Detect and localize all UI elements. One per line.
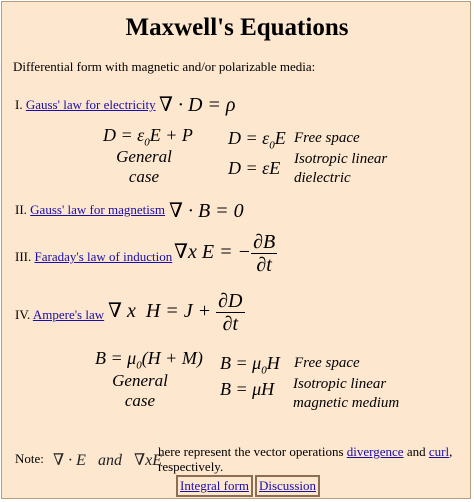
gauss-magnetism-link[interactable]: Gauss' law for magnetism <box>30 202 166 217</box>
curl-link[interactable]: curl <box>428 444 450 459</box>
general-case-label: General case <box>116 147 172 186</box>
navigation-buttons <box>176 475 320 497</box>
gauss-electricity-equation: ∇ · D = ρ <box>159 94 236 116</box>
d-field-free-space-equation: $D = \varepsilon_0E$ <box>228 128 286 152</box>
page-title: Maxwell's Equations <box>125 14 349 41</box>
intro-text: Differential form with magnetic and/or polarizable media: <box>13 59 316 74</box>
faraday-equation: ∇x E = − $\frac{\partial B}{\partial t}$ <box>174 231 276 276</box>
section-gauss-magnetism: II. Gauss' law for magnetism <box>15 202 166 217</box>
section-number: I. <box>15 97 23 112</box>
gauss-electricity-link[interactable]: Gauss' law for electricity <box>25 97 156 112</box>
note-text: here represent the vector operations divergence and curl, respectively. <box>158 444 453 474</box>
isotropic-magnetic-label: Isotropic linear magnetic medium <box>293 376 400 411</box>
discussion-button[interactable]: Discussion <box>255 475 320 497</box>
b-field-free-space-equation: $B = \mu_0H$ <box>220 353 280 377</box>
free-space-label-magnetic: Free space <box>294 355 360 371</box>
b-field-magnetic-medium-equation: B = μH <box>220 379 275 399</box>
section-gauss-electricity <box>15 97 156 113</box>
note-operators: ∇ · E and ∇xE <box>53 452 162 469</box>
general-case-label-magnetic: General case <box>112 371 168 410</box>
note-label: Note: <box>15 451 44 466</box>
page-frame <box>1 1 471 499</box>
b-field-general-equation: $B = \mu_0(H + M)$ <box>95 348 203 372</box>
ampere-link[interactable]: Ampere's law <box>32 307 105 322</box>
integral-form-button[interactable]: Integral form <box>176 475 253 497</box>
faraday-link[interactable]: Faraday's law of induction <box>34 249 173 264</box>
isotropic-dielectric-label: Isotropic linear dielectric <box>294 151 388 186</box>
gauss-magnetism-equation: ∇ · B = 0 <box>169 200 244 222</box>
ampere-equation: ∇ x H = J + $\frac{\partial D}{\partial t}$ <box>108 290 243 335</box>
section-ampere: IV. Ampere's law <box>15 307 105 322</box>
free-space-label: Free space <box>294 130 360 146</box>
divergence-link[interactable]: divergence <box>346 444 404 459</box>
d-field-general-equation: $D = \varepsilon_0E + P$ <box>103 125 193 149</box>
section-faraday: III. Faraday's law of induction <box>15 249 173 264</box>
d-field-dielectric-equation: D = εE <box>228 158 281 178</box>
